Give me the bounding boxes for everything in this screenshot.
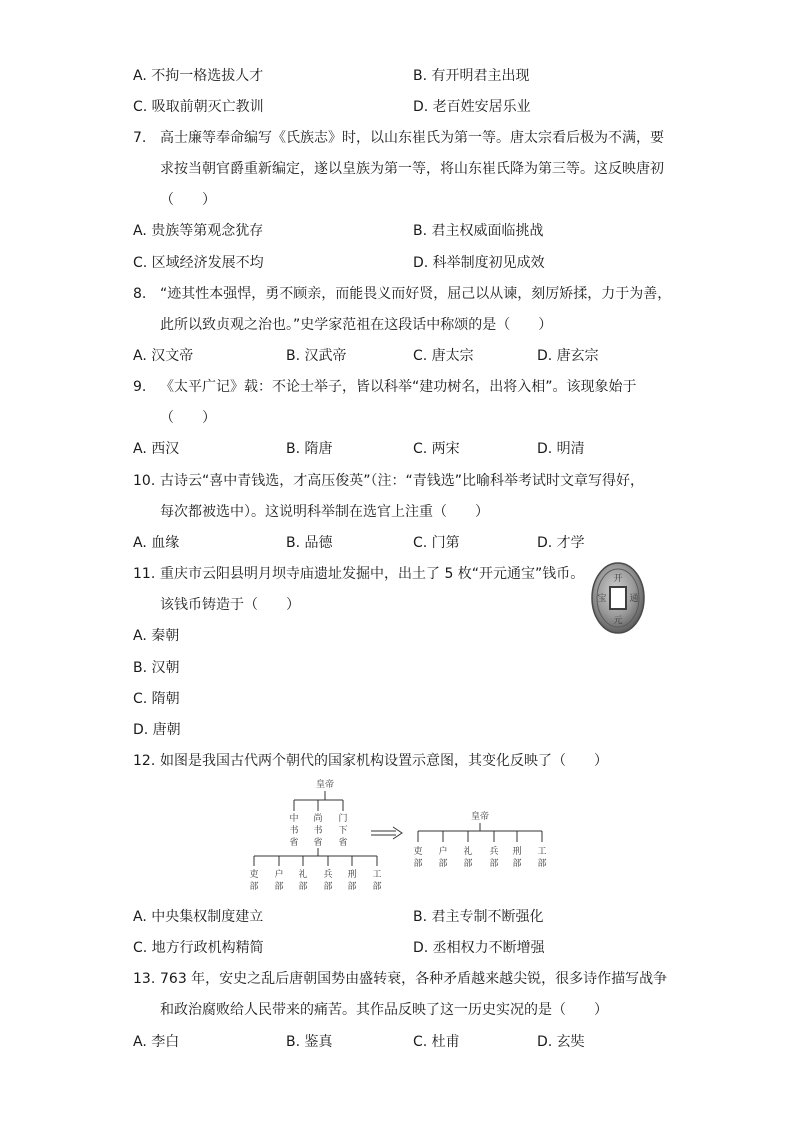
q9-answer-blank: （ ） bbox=[160, 410, 216, 426]
q11-stem-line1: 重庆市云阳县明月坝寺庙遗址发掘中，出土了 5 枚“开元通宝”钱币。 bbox=[160, 566, 585, 582]
svg-text:中书省: 中书省 bbox=[289, 814, 299, 848]
q12-option-d: D. 丞相权力不断增强 bbox=[413, 940, 545, 956]
q8-option-c: C. 唐太宗 bbox=[413, 348, 474, 364]
svg-text:礼部: 礼部 bbox=[298, 870, 308, 892]
right-department-3 bbox=[489, 845, 498, 869]
svg-text:吏部: 吏部 bbox=[249, 870, 259, 892]
left-department-5 bbox=[372, 869, 381, 892]
svg-text:户部: 户部 bbox=[274, 870, 284, 892]
svg-text:户部: 户部 bbox=[438, 847, 448, 869]
right-emperor-label: 皇帝 bbox=[470, 812, 490, 822]
svg-text:门下省: 门下省 bbox=[338, 814, 348, 848]
q10-option-d: D. 才学 bbox=[537, 535, 585, 551]
q6-option-d: D. 老百姓安居乐业 bbox=[413, 99, 531, 115]
coin-char-bottom: 元 bbox=[613, 616, 623, 626]
q7-number: 7. bbox=[133, 130, 147, 146]
q8-option-d: D. 唐玄宗 bbox=[537, 348, 599, 364]
left-department-3 bbox=[323, 868, 332, 892]
svg-text:刑部: 刑部 bbox=[347, 870, 357, 892]
left-ministry-0 bbox=[289, 812, 298, 848]
left-department-4 bbox=[347, 868, 356, 892]
q7-option-a: A. 贵族等第观念犹存 bbox=[133, 223, 264, 239]
coin-char-top: 开 bbox=[613, 574, 623, 584]
left-department-2 bbox=[298, 868, 307, 892]
left-department-1 bbox=[274, 868, 283, 892]
q8-stem-line1: “迹其性本强悍，勇不顾亲，而能畏义而好贤，屈己以从谏，刻厉矫揉，力于为善， bbox=[160, 286, 672, 302]
svg-text:工部: 工部 bbox=[537, 847, 547, 869]
q13-number: 13. bbox=[133, 971, 156, 987]
q10-option-b: B. 品德 bbox=[286, 535, 333, 551]
q9-option-b: B. 隋唐 bbox=[286, 441, 333, 457]
q12-option-a: A. 中央集权制度建立 bbox=[133, 909, 264, 925]
q7-stem-line1: 高士廉等奉命编写《氏族志》时，以山东崔氏为第一等。唐太宗看后极为不满，要 bbox=[160, 130, 664, 146]
q6-option-c: C. 吸取前朝灭亡教训 bbox=[133, 99, 264, 115]
svg-text:刑部: 刑部 bbox=[512, 847, 522, 869]
svg-text:兵部: 兵部 bbox=[489, 847, 499, 869]
q12-option-b: B. 君主专制不断强化 bbox=[413, 909, 544, 925]
q10-option-a: A. 血缘 bbox=[133, 535, 180, 551]
q8-option-b: B. 汉武帝 bbox=[286, 348, 347, 364]
q12-stem-line1: 如图是我国古代两个朝代的国家机构设置示意图，其变化反映了（ ） bbox=[160, 753, 608, 769]
q7-answer-blank: （ ） bbox=[160, 192, 216, 208]
q8-number: 8. bbox=[133, 286, 147, 302]
q10-stem-line2: 每次都被选中）。这说明科举制在选官上注重（ ） bbox=[160, 504, 489, 520]
q7-option-c: C. 区域经济发展不均 bbox=[133, 255, 264, 271]
right-department-2 bbox=[463, 845, 472, 869]
government-structure-diagram bbox=[244, 776, 564, 900]
left-ministry-2 bbox=[338, 812, 347, 848]
q12-option-c: C. 地方行政机构精简 bbox=[133, 940, 264, 956]
q6-option-b: B. 有开明君主出现 bbox=[413, 68, 530, 84]
q11-stem-line2: 该钱币铸造于（ ） bbox=[160, 597, 300, 613]
left-emperor-label: 皇帝 bbox=[315, 780, 335, 790]
q7-stem-line2: 求按当朝官爵重新编定，遂以皇族为第一等，将山东崔氏降为第三等。这反映唐初 bbox=[160, 161, 664, 177]
q11-option-a: A. 秦朝 bbox=[133, 628, 180, 644]
q10-number: 10. bbox=[133, 473, 156, 489]
svg-text:吏部: 吏部 bbox=[413, 847, 423, 869]
svg-text:礼部: 礼部 bbox=[463, 847, 473, 869]
q11-option-c: C. 隋朝 bbox=[133, 691, 180, 707]
q11-option-d: D. 唐朝 bbox=[133, 722, 181, 738]
coin-char-left: 宝 bbox=[597, 594, 607, 604]
q10-stem-line1: 古诗云“喜中青钱选，才高压俊英”（注：“青钱选”比喻科举考试时文章写得好， bbox=[160, 473, 645, 489]
q9-option-a: A. 西汉 bbox=[133, 441, 180, 457]
right-department-4 bbox=[512, 845, 521, 869]
left-ministry-1 bbox=[313, 812, 322, 848]
right-department-1 bbox=[438, 845, 447, 869]
left-department-0 bbox=[249, 868, 258, 892]
transition-arrow-icon bbox=[371, 827, 402, 839]
kaiyuan-tongbao-coin-image bbox=[591, 562, 645, 634]
q7-option-b: B. 君主权威面临挑战 bbox=[413, 223, 544, 239]
q9-option-c: C. 两宋 bbox=[413, 441, 460, 457]
q8-stem-line2: 此所以致贞观之治也。”史学家范祖在这段话中称颂的是（ ） bbox=[160, 317, 553, 333]
q10-option-c: C. 门第 bbox=[413, 535, 460, 551]
svg-text:兵部: 兵部 bbox=[323, 870, 333, 892]
q9-number: 9. bbox=[133, 379, 147, 395]
q13-stem-line2: 和政治腐败给人民带来的痛苦。其作品反映了这一历史实况的是（ ） bbox=[160, 1002, 608, 1018]
q13-option-b: B. 鉴真 bbox=[286, 1034, 333, 1050]
q6-option-a: A. 不拘一格选拔人才 bbox=[133, 68, 264, 84]
svg-text:尚书省: 尚书省 bbox=[313, 814, 323, 848]
q9-option-d: D. 明清 bbox=[537, 441, 585, 457]
q11-number: 11. bbox=[133, 566, 156, 582]
q8-option-a: A. 汉文帝 bbox=[133, 348, 194, 364]
q12-number: 12. bbox=[133, 753, 156, 769]
svg-text:工部: 工部 bbox=[372, 870, 382, 892]
q13-option-c: C. 杜甫 bbox=[413, 1034, 460, 1050]
right-department-5 bbox=[537, 846, 546, 869]
coin-char-right: 通 bbox=[629, 594, 639, 604]
right-department-0 bbox=[413, 845, 422, 869]
q11-option-b: B. 汉朝 bbox=[133, 660, 180, 676]
q7-option-d: D. 科举制度初见成效 bbox=[413, 255, 545, 271]
q13-stem-line1: 763 年，安史之乱后唐朝国势由盛转衰，各种矛盾越来越尖锐，很多诗作描写战争 bbox=[160, 971, 668, 987]
q9-stem-line1: 《太平广记》载：不论士举子，皆以科举“建功树名，出将入相”。该现象始于 bbox=[160, 379, 637, 395]
q13-option-a: A. 李白 bbox=[133, 1034, 180, 1050]
q13-option-d: D. 玄奘 bbox=[537, 1034, 585, 1050]
